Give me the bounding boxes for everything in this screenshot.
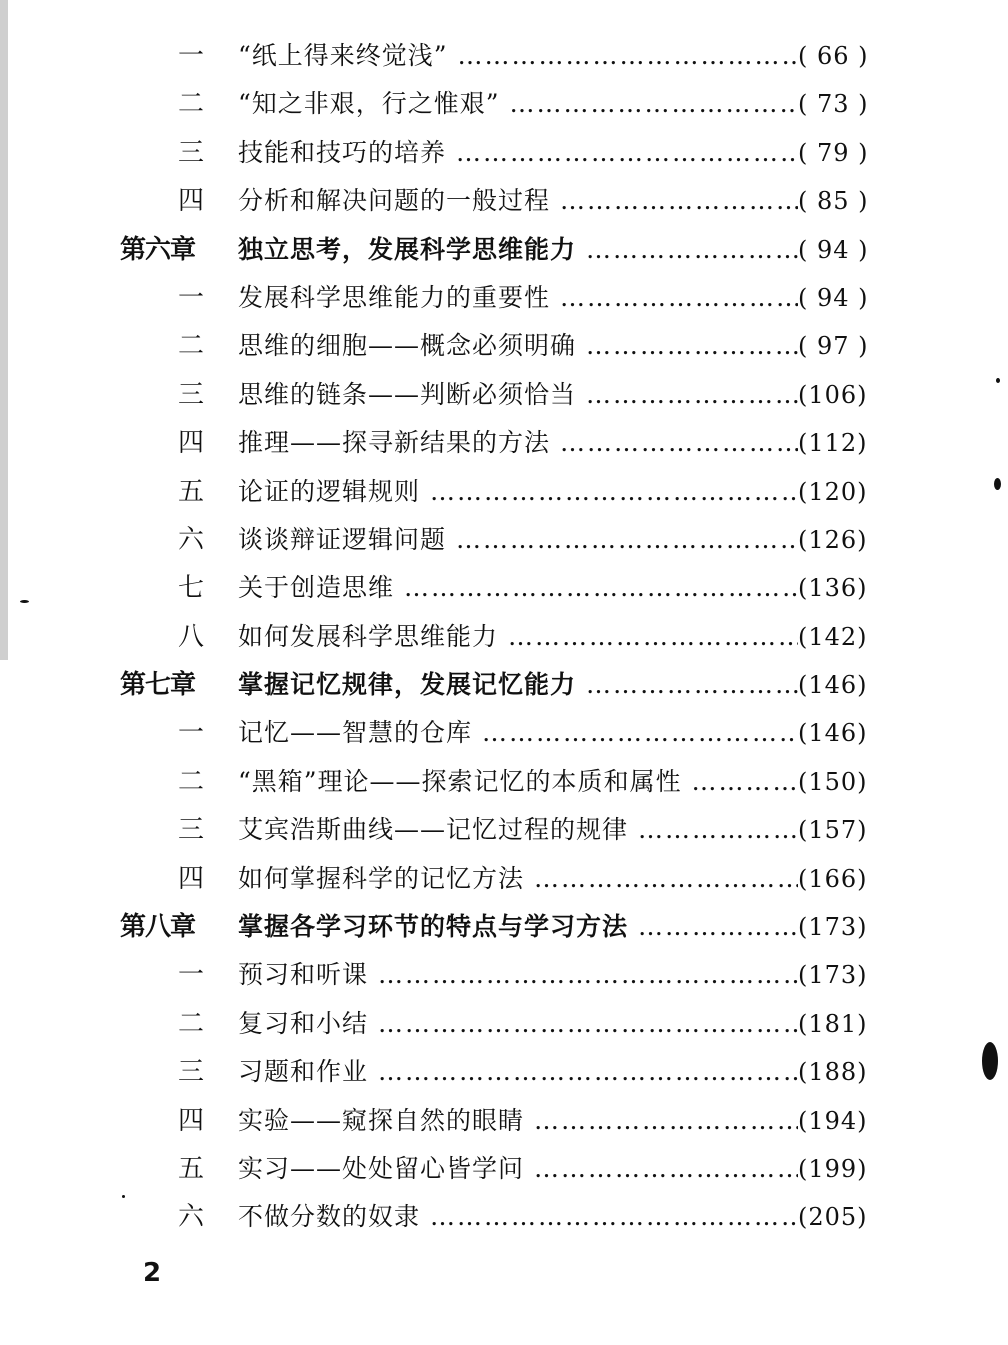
toc-section-row	[0, 371, 1008, 419]
section-title: 技能和技巧的培养 …………………………………………………………………………………………	[238, 129, 798, 177]
section-title: 思维的细胞——概念必须明确 …………………………………………………………………………………………	[238, 322, 798, 370]
toc-section-row	[0, 564, 1008, 612]
table-of-contents	[0, 32, 1008, 1242]
page-reference: (146)	[798, 719, 868, 748]
section-title: 论证的逻辑规则 …………………………………………………………………………………………	[238, 468, 798, 516]
toc-section-row	[0, 709, 1008, 757]
page-reference: (120)	[798, 477, 868, 506]
section-title: 思维的链条——判断必须恰当 …………………………………………………………………………………………	[238, 371, 798, 419]
section-number: 六	[178, 1202, 205, 1233]
section-title: 实习——处处留心皆学问 …………………………………………………………………………………………	[238, 1145, 798, 1193]
section-number: 一	[178, 960, 205, 991]
toc-chapter-row	[0, 903, 1008, 951]
toc-section-row	[0, 1048, 1008, 1096]
section-number: 三	[178, 379, 205, 410]
toc-section-row	[0, 1145, 1008, 1193]
section-number: 二	[178, 1008, 205, 1039]
page-reference: (188)	[798, 1058, 868, 1087]
page-reference: (173)	[798, 913, 868, 942]
toc-chapter-row	[0, 226, 1008, 274]
scan-speck	[982, 1042, 998, 1080]
section-number: 一	[178, 41, 205, 71]
toc-section-row	[0, 322, 1008, 370]
toc-section-row	[0, 516, 1008, 564]
page-reference: ( 66 )	[798, 42, 869, 70]
chapter-title: 掌握各学习环节的特点与学习方法 …………………………………………………………………………………………	[238, 903, 798, 951]
section-number: 四	[178, 186, 205, 217]
page-reference: (126)	[798, 525, 868, 554]
section-number: 四	[178, 1105, 205, 1136]
scan-speck	[994, 478, 1001, 490]
toc-section-row	[0, 129, 1008, 177]
section-title: 分析和解决问题的一般过程 …………………………………………………………………………………………	[238, 177, 798, 225]
toc-chapter-row	[0, 661, 1008, 709]
page-reference: ( 73 )	[798, 90, 869, 119]
section-title: 如何发展科学思维能力 …………………………………………………………………………………………	[238, 613, 798, 661]
toc-section-row	[0, 855, 1008, 903]
toc-section-row	[0, 1000, 1008, 1048]
chapter-title: 独立思考，发展科学思维能力 …………………………………………………………………………………………	[238, 226, 798, 274]
page-reference: ( 94 )	[798, 283, 869, 312]
section-title: 复习和小结 …………………………………………………………………………………………	[238, 1000, 798, 1048]
toc-section-row	[0, 177, 1008, 225]
page-reference: (173)	[798, 961, 868, 990]
section-title: 谈谈辩证逻辑问题 …………………………………………………………………………………………	[238, 516, 798, 564]
section-title: 推理——探寻新结果的方法 …………………………………………………………………………………………	[238, 419, 798, 467]
page-reference: (136)	[798, 574, 868, 603]
section-number: 一	[178, 282, 205, 313]
section-title: 实验——窥探自然的眼睛 …………………………………………………………………………………………	[238, 1097, 798, 1145]
section-title: 预习和听课 …………………………………………………………………………………………	[238, 951, 798, 999]
toc-section-row	[0, 468, 1008, 516]
section-title: “知之非艰，行之惟艰” …………………………………………………………………………………………	[238, 80, 798, 128]
page-reference: (106)	[798, 380, 868, 409]
page-reference: (199)	[798, 1154, 868, 1183]
section-title: 不做分数的奴隶 …………………………………………………………………………………………	[238, 1193, 798, 1241]
page-number: 2	[143, 1258, 162, 1288]
section-number: 一	[178, 718, 205, 749]
toc-section-row	[0, 613, 1008, 661]
section-number: 七	[178, 573, 205, 604]
page-reference: (150)	[798, 767, 868, 796]
toc-section-row	[0, 951, 1008, 999]
page-reference: (112)	[798, 429, 868, 458]
page-reference: (194)	[798, 1106, 868, 1135]
page-reference: ( 79 )	[798, 138, 869, 167]
page-reference: (142)	[798, 622, 868, 651]
page-reference: ( 85 )	[798, 187, 869, 216]
section-title: “黑箱”理论——探索记忆的本质和属性 …………………………………………………………………………………………	[238, 758, 798, 806]
chapter-title: 掌握记忆规律，发展记忆能力 …………………………………………………………………………………………	[238, 661, 798, 709]
toc-section-row	[0, 1097, 1008, 1145]
toc-section-row	[0, 806, 1008, 854]
chapter-number: 第六章	[120, 234, 196, 265]
section-title: 发展科学思维能力的重要性 …………………………………………………………………………………………	[238, 274, 798, 322]
section-number: 三	[178, 815, 205, 846]
section-number: 三	[178, 137, 205, 168]
page-reference: (146)	[798, 671, 868, 700]
page-reference: (157)	[798, 816, 868, 845]
chapter-number: 第七章	[120, 670, 196, 701]
scan-speck	[122, 1195, 125, 1198]
section-number: 六	[178, 524, 205, 555]
page-reference: ( 97 )	[798, 332, 869, 361]
section-number: 四	[178, 428, 205, 459]
section-title: 如何掌握科学的记忆方法 …………………………………………………………………………………………	[238, 855, 798, 903]
section-number: 三	[178, 1057, 205, 1088]
scan-speck	[20, 600, 29, 603]
page-reference: ( 94 )	[798, 235, 869, 264]
section-number: 五	[178, 1153, 205, 1184]
page-reference: (166)	[798, 864, 868, 893]
section-title: 习题和作业 …………………………………………………………………………………………	[238, 1048, 798, 1096]
toc-section-row	[0, 80, 1008, 128]
section-title: 记忆——智慧的仓库 …………………………………………………………………………………………	[238, 709, 798, 757]
page-reference: (181)	[798, 1009, 868, 1038]
page-reference: (205)	[798, 1203, 868, 1232]
toc-section-row	[0, 419, 1008, 467]
section-number: 二	[178, 331, 205, 362]
toc-section-row	[0, 274, 1008, 322]
section-number: 五	[178, 476, 205, 507]
section-number: 八	[178, 621, 205, 652]
chapter-number: 第八章	[120, 912, 196, 943]
toc-section-row	[0, 758, 1008, 806]
scan-speck	[996, 378, 1000, 383]
section-number: 二	[178, 766, 205, 797]
section-number: 四	[178, 863, 205, 894]
toc-section-row	[0, 32, 1008, 80]
section-title: 艾宾浩斯曲线——记忆过程的规律 …………………………………………………………………………………………	[238, 806, 798, 854]
section-number: 二	[178, 89, 205, 120]
toc-section-row	[0, 1193, 1008, 1241]
section-title: “纸上得来终觉浅” …………………………………………………………………………………………	[238, 32, 798, 80]
section-title: 关于创造思维 …………………………………………………………………………………………	[238, 564, 798, 612]
